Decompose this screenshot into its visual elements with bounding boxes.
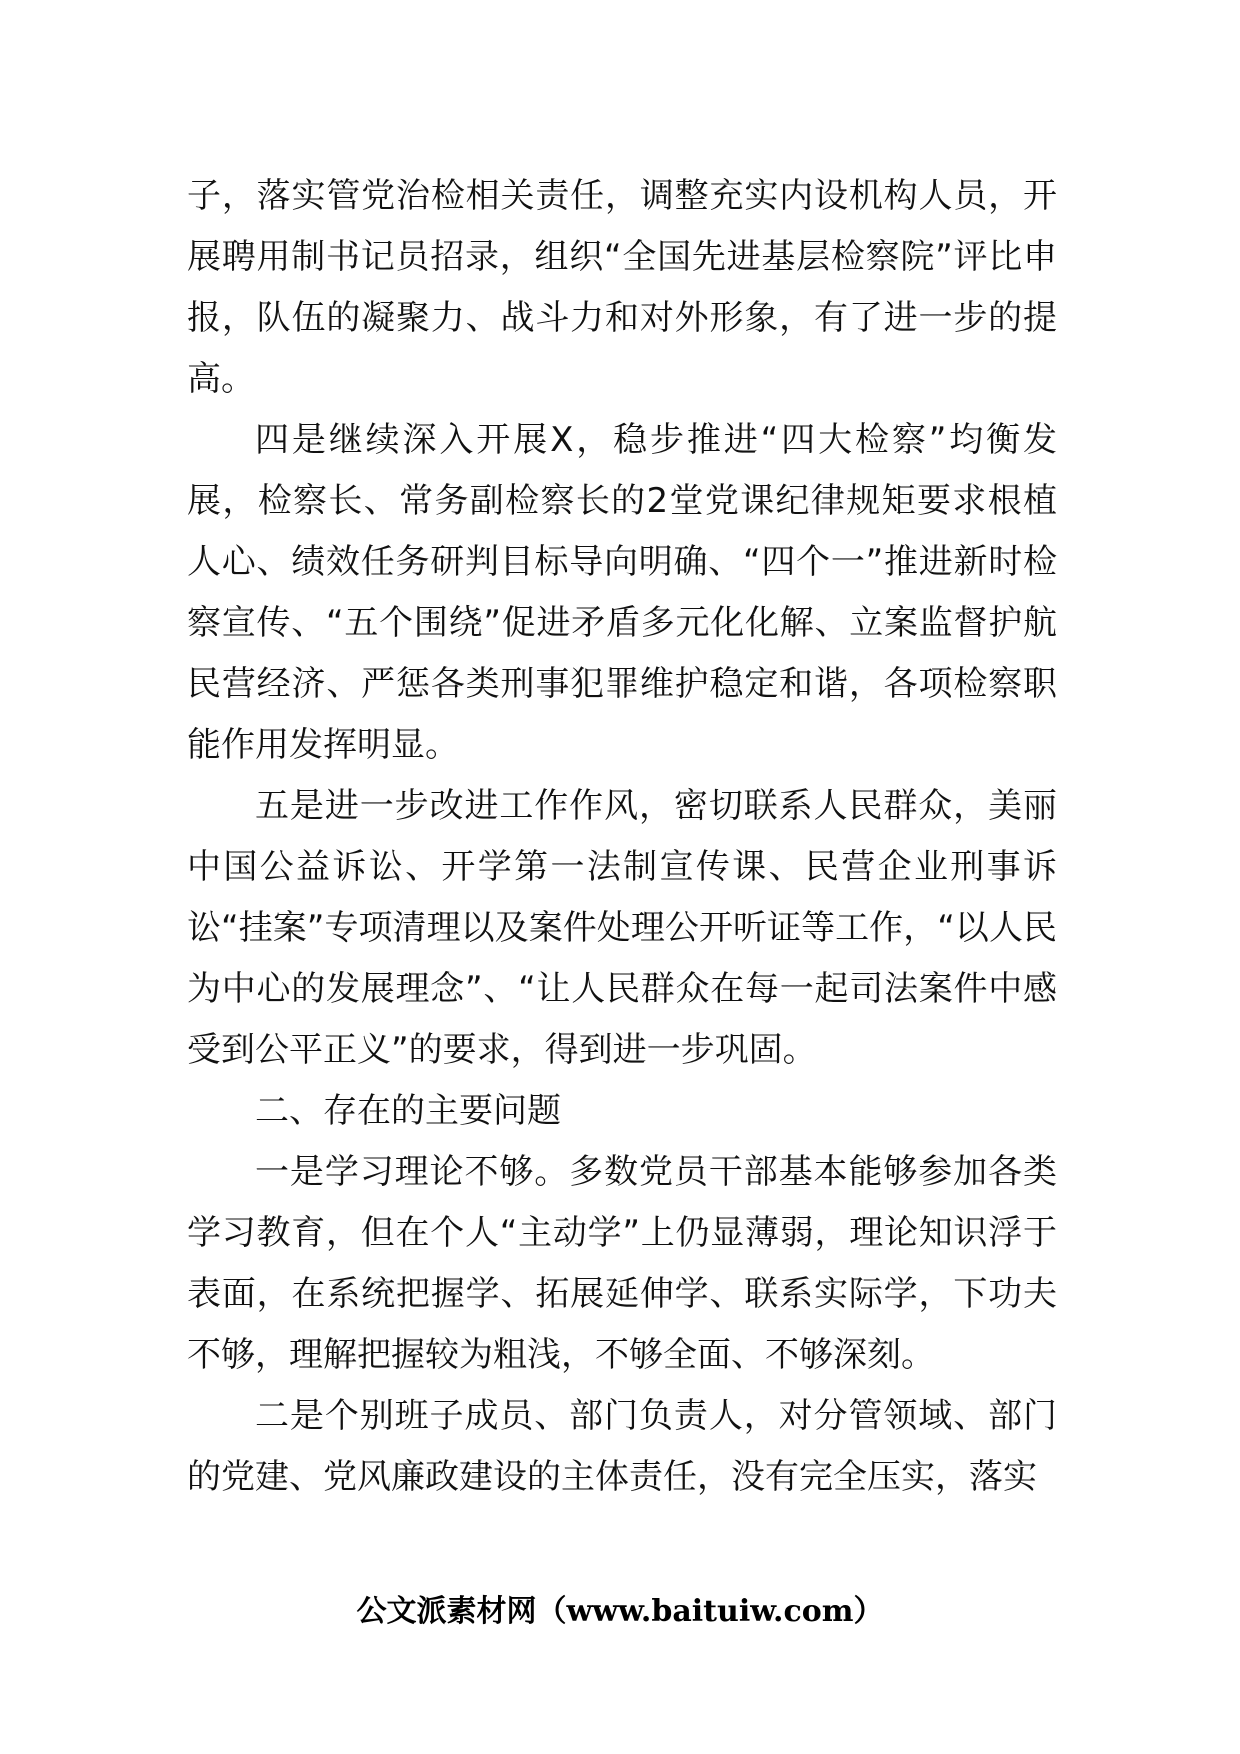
paragraph-four: 四是继续深入开展X，稳步推进“四大检察”均衡发展，检察长、常务副检察长的2堂党课纪律规矩要求根植人心、绩效任务研判目标导向明确、“四个一”推进新时检察宣传、“五个围绕”促进矛盾多元化化解、立案监督护航民营经济、严惩各类刑事犯罪维护稳定和谐，各项检察职能作用发挥明显。 [187, 420, 1057, 765]
paragraph-two: 二是个别班子成员、部门负责人，对分管领域、部门的党建、党风廉政建设的主体责任，没有完全压实，落实 [187, 1396, 1057, 1497]
document-body [187, 166, 1057, 1508]
footer-watermark: 公文派素材网（www.baituiw.com） [356, 1594, 884, 1629]
paragraph-continuation: 子，落实管党治检相关责任，调整充实内设机构人员，开展聘用制书记员招录，组织“全国先进基层检察院”评比申报，队伍的凝聚力、战斗力和对外形象，有了进一步的提高。 [187, 176, 1057, 399]
section-heading-problems: 二、存在的主要问题 [255, 1091, 561, 1131]
paragraph-five: 五是进一步改进工作作风，密切联系人民群众，美丽中国公益诉讼、开学第一法制宣传课、民营企业刑事诉讼“挂案”专项清理以及案件处理公开听证等工作，“以人民为中心的发展理念”、“让人民群众在每一起司法案件中感受到公平正义”的要求，得到进一步巩固。 [187, 786, 1057, 1070]
paragraph-one: 一是学习理论不够。多数党员干部基本能够参加各类学习教育，但在个人“主动学”上仍显薄弱，理论知识浮于表面，在系统把握学、拓展延伸学、联系实际学，下功夫不够，理解把握较为粗浅，不够全面、不够深刻。 [187, 1152, 1057, 1375]
